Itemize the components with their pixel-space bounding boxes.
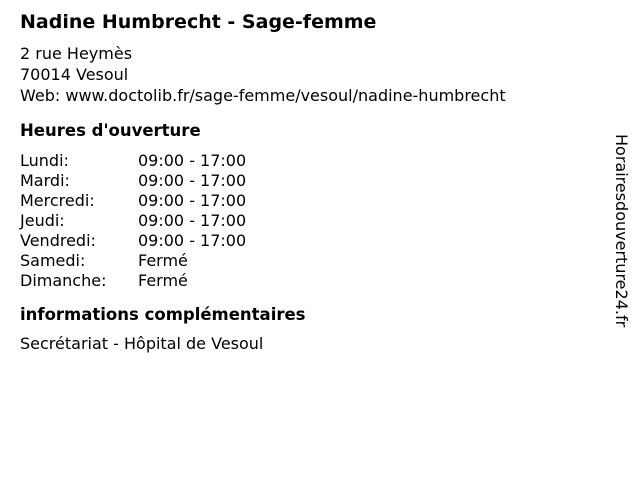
website-link[interactable]: www.doctolib.fr/sage-femme/vesoul/nadine-humbrecht bbox=[65, 86, 506, 105]
day-hours: 09:00 - 17:00 bbox=[138, 171, 247, 190]
website-line bbox=[20, 85, 600, 106]
additional-info-heading: informations complémentaires bbox=[20, 305, 306, 324]
street-address: 2 rue Heymès bbox=[20, 44, 133, 63]
day-label: Vendredi: bbox=[20, 231, 96, 250]
hours-row-samedi bbox=[20, 251, 600, 271]
website-label: Web: bbox=[20, 86, 61, 105]
day-label: Lundi: bbox=[20, 151, 69, 170]
hours-row-vendredi bbox=[20, 231, 600, 251]
day-label: Mardi: bbox=[20, 171, 70, 190]
hours-row-jeudi bbox=[20, 211, 600, 231]
site-watermark: Horairesdouverture24.fr bbox=[612, 134, 631, 328]
opening-hours-table bbox=[20, 151, 600, 291]
city-postal: 70014 Vesoul bbox=[20, 65, 129, 84]
address-block bbox=[20, 43, 600, 106]
day-label: Mercredi: bbox=[20, 191, 95, 210]
day-label: Dimanche: bbox=[20, 271, 107, 290]
hours-row-dimanche bbox=[20, 271, 600, 291]
day-label: Samedi: bbox=[20, 251, 86, 270]
business-title: Nadine Humbrecht - Sage-femme bbox=[20, 11, 377, 33]
opening-hours-heading: Heures d'ouverture bbox=[20, 121, 201, 140]
business-card bbox=[20, 10, 600, 354]
hours-row-lundi bbox=[20, 151, 600, 171]
additional-info-text: Secrétariat - Hôpital de Vesoul bbox=[20, 334, 264, 353]
day-hours: Fermé bbox=[138, 271, 188, 290]
day-label: Jeudi: bbox=[20, 211, 65, 230]
day-hours: Fermé bbox=[138, 251, 188, 270]
day-hours: 09:00 - 17:00 bbox=[138, 211, 247, 230]
day-hours: 09:00 - 17:00 bbox=[138, 191, 247, 210]
hours-row-mercredi bbox=[20, 191, 600, 211]
hours-row-mardi bbox=[20, 171, 600, 191]
day-hours: 09:00 - 17:00 bbox=[138, 151, 247, 170]
day-hours: 09:00 - 17:00 bbox=[138, 231, 247, 250]
